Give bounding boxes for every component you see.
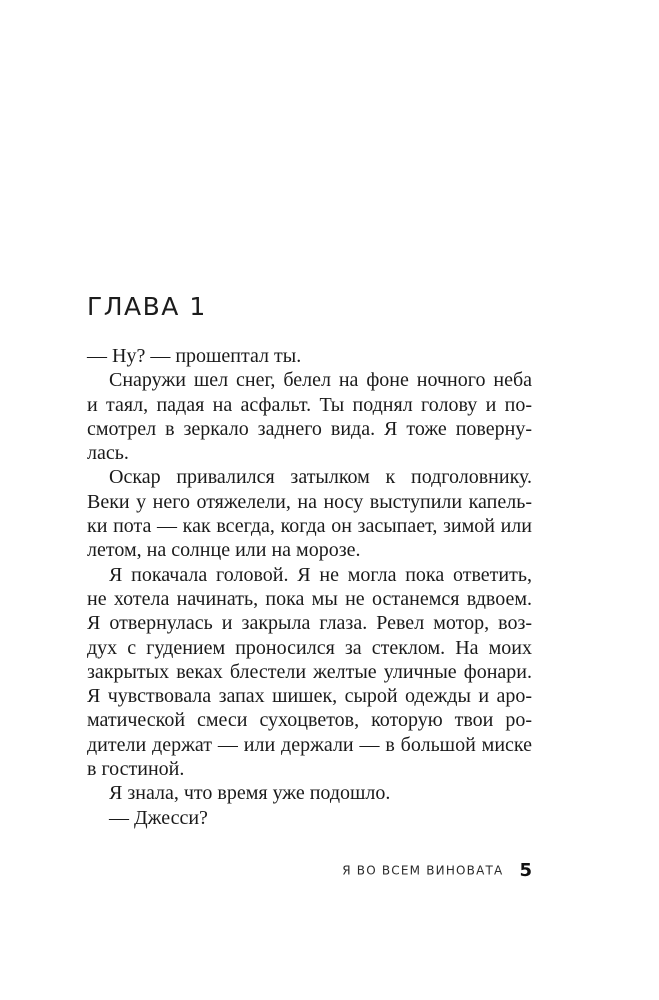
paragraph [87,563,532,782]
chapter-body [87,344,532,830]
running-footer [0,860,532,886]
text-line: матической смеси сухоцветов, которую твои ро- [87,709,532,732]
paragraph [87,368,532,465]
text-line: в гостиной. [87,758,185,781]
paragraph [87,781,532,805]
text-line: — Ну? — прошептал ты. [87,345,302,367]
text-line: и таял, падая на асфальт. Ты поднял голову и по- [87,393,532,416]
text-line: — Джесси? [109,806,208,829]
text-line: лась. [87,442,129,465]
text-line: Я чувствовала запах шишек, сырой одежды и аро- [87,685,532,708]
text-line: не хотела начинать, пока мы не останемся вдвоем. [87,587,532,610]
text-line: смотрел в зеркало заднего вида. Я тоже поверну- [87,417,532,440]
paragraph [87,344,532,368]
text-line: дух с гудением проносился за стеклом. На моих [87,636,532,659]
paragraph [87,465,532,562]
page-number: 5 [519,860,532,881]
text-line: закрытых веках блестели желтые уличные фонари. [87,660,532,683]
text-line: дители держат — или держали — в большой миске [87,733,532,756]
text-line: ки пота — как всегда, когда он засыпает, зимой или [87,515,532,538]
chapter-heading: ГЛАВА 1 [87,292,207,321]
text-line: Я знала, что время уже подошло. [109,782,391,805]
text-line: Веки у него отяжелели, на носу выступили капель- [87,490,532,513]
text-line: Оскар привалился затылком к подголовнику. [109,466,532,489]
text-line: Я покачала головой. Я не могла пока ответить, [109,563,532,586]
text-line: Снаружи шел снег, белел на фоне ночного неба [109,369,532,392]
text-line: Я отвернулась и закрыла глаза. Ревел мотор, воз- [87,612,532,635]
paragraph [87,806,532,830]
text-line: летом, на солнце или на морозе. [87,539,361,562]
running-title: Я ВО ВСЕМ ВИНОВАТА [342,863,504,878]
